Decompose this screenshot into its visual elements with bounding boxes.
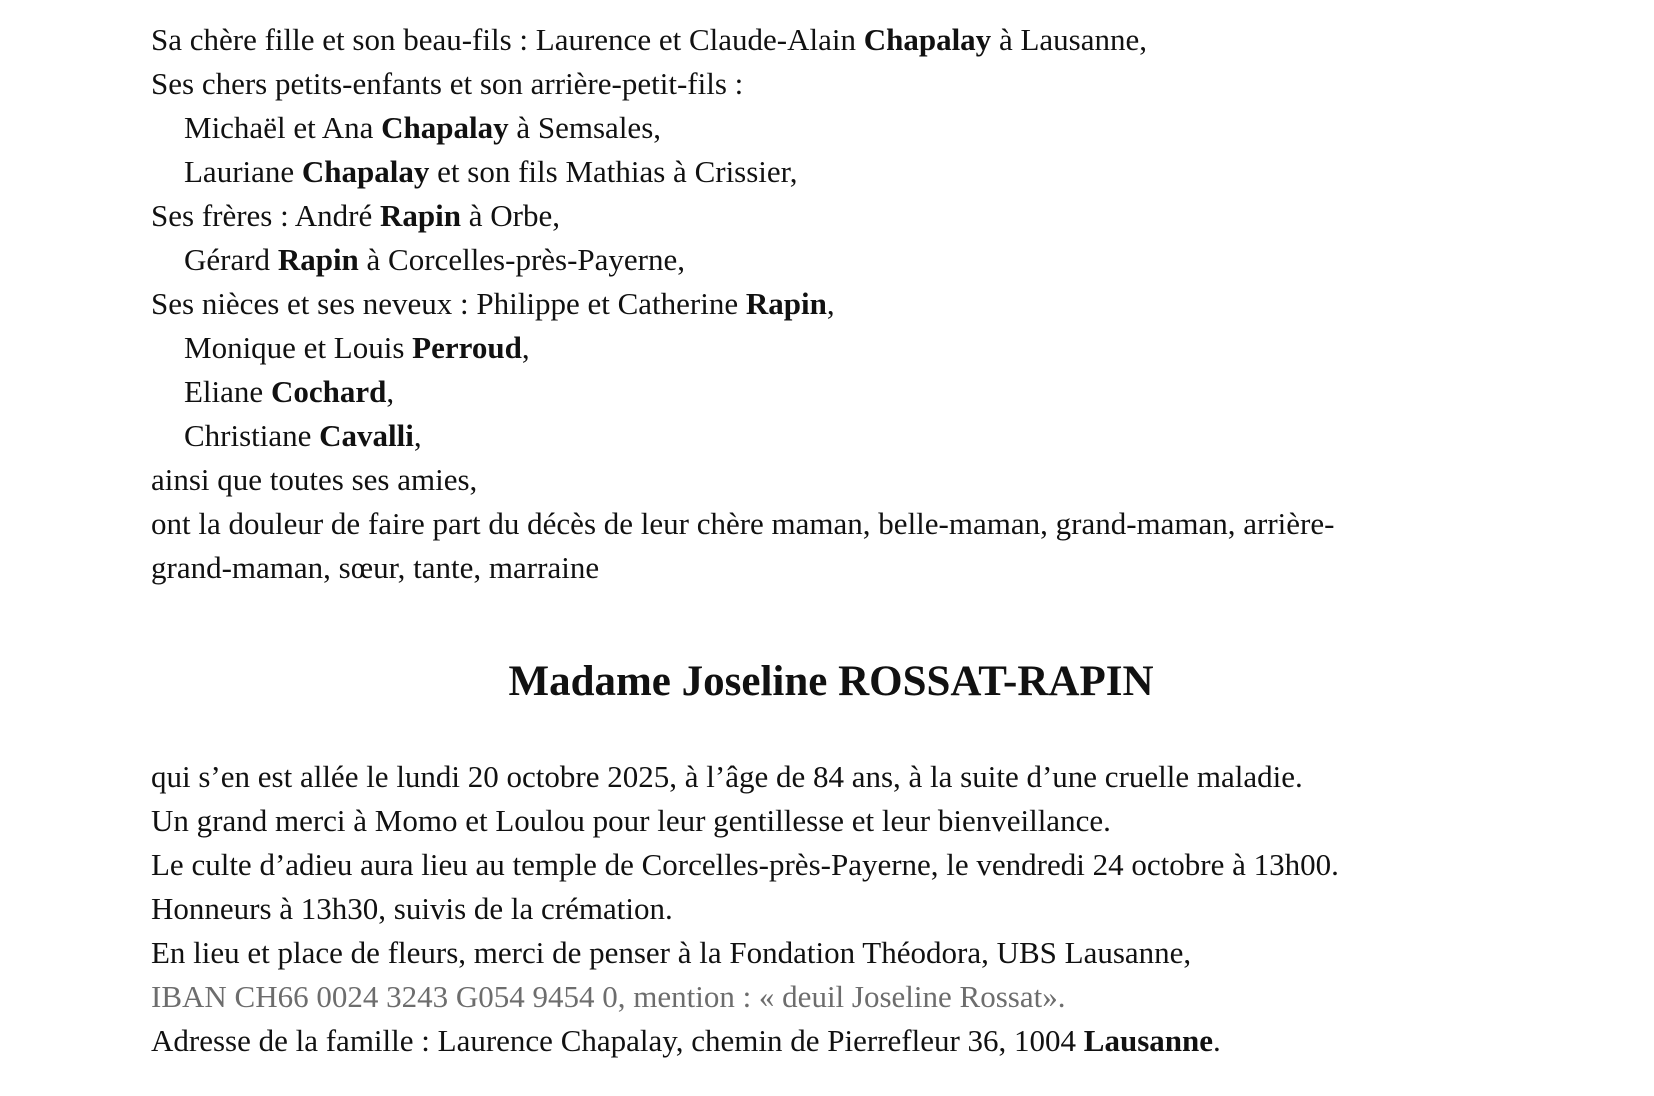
family-line-grandchildren-heading: Ses chers petits-enfants et son arrière-petit-fils : <box>151 66 744 101</box>
details-address-line <box>151 1019 1551 1063</box>
text: et son fils Mathias à Crissier, <box>429 154 798 189</box>
surname: Cochard <box>270 374 387 409</box>
details-donation-line: En lieu et place de fleurs, merci de penser à la Fondation Théodora, UBS Lausanne, <box>151 935 1192 970</box>
family-line-daughter <box>151 18 1511 62</box>
text: Sa chère fille et son beau-fils : Laurence et Claude-Alain <box>151 22 864 57</box>
text: Monique et Louis <box>184 330 413 365</box>
text: , <box>521 330 530 365</box>
surname: Chapalay <box>863 22 992 57</box>
family-line-nieces-nephews <box>151 282 1511 326</box>
family-list <box>151 18 1511 590</box>
text: à Lausanne, <box>991 22 1147 57</box>
details-iban-line: IBAN CH66 0024 3243 G054 9454 0, mention : « deuil Joseline Rossat». <box>151 979 1066 1014</box>
family-line-relative <box>151 326 1511 370</box>
text: Lauriane <box>184 154 302 189</box>
text: Adresse de la famille : Laurence Chapalay, chemin de Pierrefleur 36, 1004 <box>151 1023 1084 1058</box>
surname: Rapin <box>277 242 359 277</box>
family-line-brother <box>151 238 1511 282</box>
text: Ses nièces et ses neveux : Philippe et Catherine <box>151 286 746 321</box>
family-line-relative <box>151 370 1511 414</box>
surname: Rapin <box>380 198 461 233</box>
surname: Cavalli <box>319 418 414 453</box>
text: , <box>386 374 395 409</box>
family-line-brothers <box>151 194 1511 238</box>
surname: Rapin <box>745 286 827 321</box>
notice-details <box>151 755 1551 1063</box>
text: . <box>1213 1023 1221 1058</box>
surname: Chapalay <box>381 110 509 145</box>
family-line-grandchild <box>151 106 1511 150</box>
text: Eliane <box>184 374 271 409</box>
text: , <box>826 286 835 321</box>
text: Michaël et Ana <box>184 110 382 145</box>
details-honours-line: Honneurs à 13h30, suivis de la crémation. <box>151 891 673 926</box>
family-line-relative <box>151 414 1511 458</box>
surname: Chapalay <box>301 154 430 189</box>
details-ceremony-line: Le culte d’adieu aura lieu au temple de Corcelles-près-Payerne, le vendredi 24 octobre à 13h00. <box>151 847 1339 882</box>
family-line-grandchild <box>151 150 1511 194</box>
text: Ses frères : André <box>151 198 380 233</box>
deceased-name-title: Madame Joseline ROSSAT-RAPIN <box>508 658 1154 705</box>
family-line-friends: ainsi que toutes ses amies, <box>151 462 478 497</box>
text: Gérard <box>184 242 278 277</box>
announcement-line: ont la douleur de faire part du décès de leur chère maman, belle-maman, grand-maman, arrière- <box>151 506 1335 541</box>
text: à Corcelles-près-Payerne, <box>358 242 686 277</box>
city: Lausanne <box>1083 1023 1214 1058</box>
surname: Perroud <box>412 330 522 365</box>
details-thanks-line: Un grand merci à Momo et Loulou pour leur gentillesse et leur bienveillance. <box>151 803 1111 838</box>
details-death-line: qui s’en est allée le lundi 20 octobre 2025, à l’âge de 84 ans, à la suite d’une cruelle maladie. <box>151 759 1303 794</box>
text: , <box>413 418 422 453</box>
announcement-line: grand-maman, sœur, tante, marraine <box>151 550 600 585</box>
text: à Orbe, <box>460 198 560 233</box>
text: à Semsales, <box>508 110 662 145</box>
text: Christiane <box>184 418 320 453</box>
